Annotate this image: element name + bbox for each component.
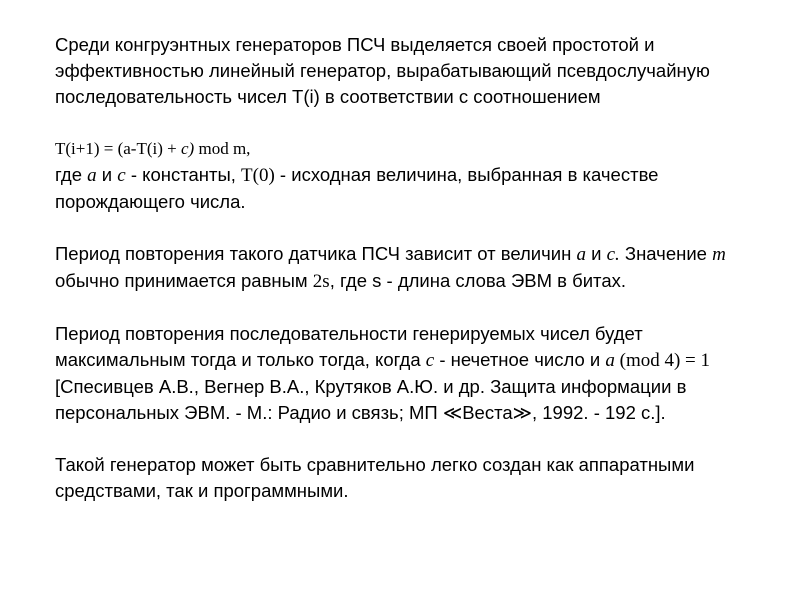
period-text-2: и (585, 243, 607, 264)
var-a: a (87, 165, 97, 186)
formula-var-c: c) (181, 139, 195, 158)
period-text-1: Период повторения такого датчика ПСЧ зависит от величин (55, 243, 577, 264)
intro-text: Среди конгруэнтных генераторов ПСЧ выделяется своей простотой и эффективностью линейный генератор, вырабатывающий псевдослучайную последовательность чисел T(i) в соответствии с соотношением (55, 34, 710, 107)
constants-text-4: - исходная величина, выбранная в качестве порождающего числа. (55, 164, 659, 212)
period-text-5: , где s - длина слова ЭВМ в битах. (329, 270, 627, 291)
constants-text-3: - константы, (125, 164, 242, 185)
var-t0: T(0) (241, 165, 275, 186)
mod-expression: (mod 4) = 1 (614, 350, 711, 371)
period-text-4: обычно принимается равным (55, 270, 313, 291)
formula-part-1: T(i+1) = (a-T(i) + (55, 139, 181, 158)
constants-paragraph (55, 162, 760, 215)
formula-line (55, 136, 760, 162)
maximal-text-2: - нечетное число и (434, 349, 606, 370)
constants-text-1: где (55, 164, 88, 185)
var-c: c. (606, 244, 620, 265)
var-a: a (576, 244, 586, 265)
var-c: c (117, 165, 126, 186)
conclusion-text: Такой генератор может быть сравнительно легко создан как аппаратными средствами, так и программными. (55, 454, 695, 501)
maximal-period-paragraph (55, 321, 760, 426)
intro-paragraph (55, 32, 760, 110)
var-m: m (712, 244, 726, 265)
var-a: a (605, 350, 615, 371)
constants-text-2: и (96, 164, 118, 185)
var-c: c (425, 350, 435, 371)
citation-text: [Спесивцев А.В., Вегнер В.А., Крутяков А.Ю. и др. Защита информации в персональных ЭВМ. - М.: Радио и связь; МП ≪Веста≫, 1992. - 192 с.]. (55, 376, 687, 423)
value-2s: 2s (312, 271, 330, 292)
period-paragraph (55, 241, 760, 295)
conclusion-paragraph (55, 452, 760, 504)
formula-part-2: mod m, (194, 139, 251, 158)
period-text-3: Значение (619, 243, 713, 264)
maximal-text-1: Период повторения последовательности генерируемых чисел будет максимальным тогда и только тогда, когда (55, 323, 643, 370)
